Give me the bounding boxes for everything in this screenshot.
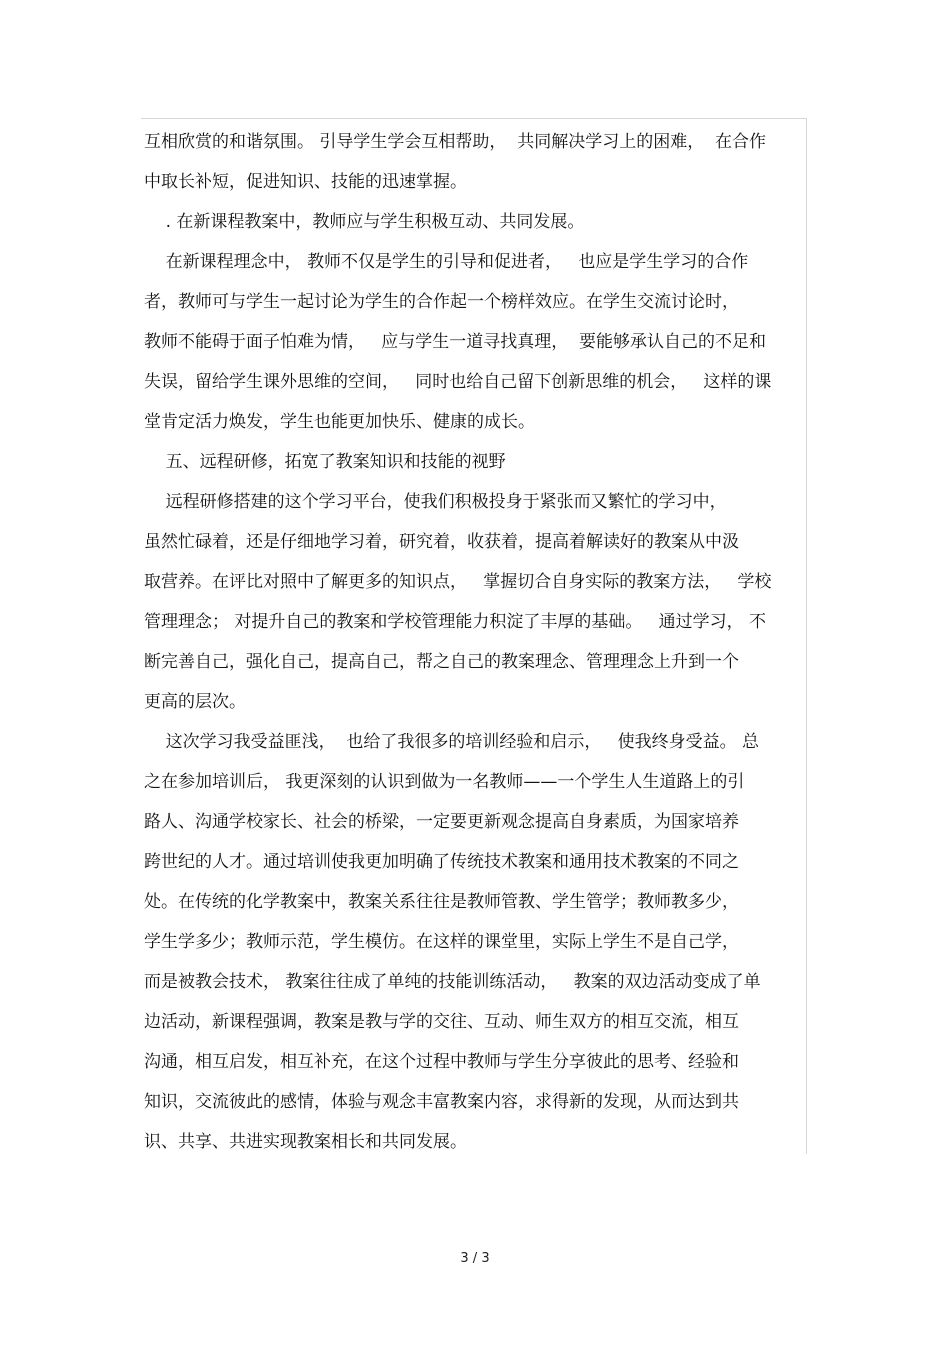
page-frame-top-border [141,118,807,119]
text-line: . 在新课程教案中，教师应与学生积极互动、共同发展。 [144,212,585,232]
section-heading-line: 五、远程研修，拓宽了教案知识和技能的视野 [144,452,506,472]
text-line: 跨世纪的人才。通过培训使我更加明确了传统技术教案和通用技术教案的不同之 [144,852,739,872]
text-line: 这次学习我受益匪浅， 也给了我很多的培训经验和启示， 使我终身受益。 总 [144,732,760,752]
text-line: 更高的层次。 [144,692,246,712]
text-line: 者，教师可与学生一起讨论为学生的合作起一个榜样效应。在学生交流讨论时， [144,292,739,312]
text-line: 堂肯定活力焕发，学生也能更加快乐、健康的成长。 [144,412,535,432]
text-line: 管理理念； 对提升自己的教案和学校管理能力积淀了丰厚的基础。 通过学习， 不 [144,612,767,632]
text-line: 断完善自己，强化自己，提高自己，帮之自己的教案理念、管理理念上升到一个 [144,652,739,672]
text-line: 知识，交流彼此的感情，体验与观念丰富教案内容，求得新的发现，从而达到共 [144,1092,739,1112]
text-line: 之在参加培训后， 我更深刻的认识到做为一名教师——一个学生人生道路上的引 [144,772,745,792]
text-line: 远程研修搭建的这个学习平台，使我们积极投身于紧张而又繁忙的学习中， [144,492,727,512]
text-line: 沟通，相互启发，相互补充，在这个过程中教师与学生分享彼此的思考、经验和 [144,1052,739,1072]
text-line: 识、共享、共进实现教案相长和共同发展。 [144,1132,467,1152]
text-line: 学生学多少；教师示范，学生模仿。在这样的课堂里，实际上学生不是自己学， [144,932,739,952]
page-number: 3 / 3 [460,1251,490,1266]
text-line: 处。在传统的化学教案中，教案关系往往是教师管教、学生管学；教师教多少， [144,892,739,912]
text-line: 教师不能碍于面子怕难为情， 应与学生一道寻找真理， 要能够承认自己的不足和 [144,332,767,352]
text-line: 边活动，新课程强调，教案是教与学的交往、互动、师生双方的相互交流，相互 [144,1012,739,1032]
text-line: 而是被教会技术， 教案往往成了单纯的技能训练活动， 教案的双边活动变成了单 [144,972,761,992]
text-line: 中取长补短，促进知识、技能的迅速掌握。 [144,172,467,192]
text-line: 在新课程理念中， 教师不仅是学生的引导和促进者， 也应是学生学习的合作 [144,252,749,272]
text-line: 失误，留给学生课外思维的空间， 同时也给自己留下创新思维的机会， 这样的课 [144,372,772,392]
text-line: 互相欣赏的和谐氛围。 引导学生学会互相帮助， 共同解决学习上的困难， 在合作 [144,132,767,152]
text-line: 取营养。在评比对照中了解更多的知识点， 掌握切合自身实际的教案方法， 学校 [144,572,772,592]
text-line: 虽然忙碌着，还是仔细地学习着，研究着，收获着，提高着解读好的教案从中汲 [144,532,739,552]
page-frame-right-border [806,118,807,1154]
text-line: 路人、沟通学校家长、社会的桥梁，一定要更新观念提高自身素质，为国家培养 [144,812,739,832]
